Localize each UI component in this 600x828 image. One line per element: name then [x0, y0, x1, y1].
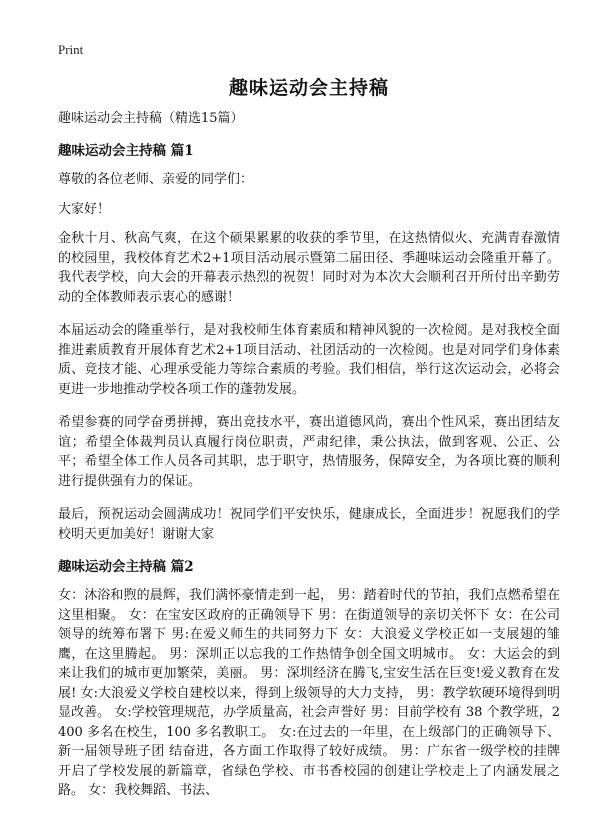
page-title: 趣味运动会主持稿 — [228, 77, 389, 99]
print-link[interactable]: Print — [58, 42, 84, 57]
paragraph: 女：沐浴和煦的晨辉，我们满怀豪情走到一起， 男：踏着时代的节拍，我们点燃希望在这里相聚。 女：在宝安区政府的正确领导下 男：在街道领导的亲切关怀下 女：在公司领导的统筹布署下 男:在爱义师生的共同努力下 女：大浪爱义学校正如一支展翅的雏鹰，在这里腾起。 男：深圳正以忘我的工作热情争创全国文明城市。 女：大运会的到来让我们的城市更加繁荣，美丽。 男：深圳经济在腾飞,宝安生活在巨变!爱义教育在发展! 女:大浪爱义学校自建校以来，得到上级领导的大力支持， 男：教学软硬环境得到明显改善。 女:学校管理规范，办学质量高，社会声誉好 男：目前学校有 38 个教学班，2400 多名在校生，100 多名教职工。 女:在过去的一年里，在上级部门的正确领导下、新一届领导班子团 结奋进，各方面工作取得了较好成绩。 男：广东省一级学校的挂牌开启了学校发展的新篇章，省绿色学校、市书香校园的创建让学校走上了内涵发展之路。 女：我校舞蹈、书法、 — [58, 588, 560, 798]
section-2 — [58, 558, 560, 801]
document-subtitle: 趣味运动会主持稿（精选15篇） — [58, 111, 244, 126]
section-1 — [58, 142, 560, 544]
section-heading: 趣味运动会主持稿 篇1 — [58, 143, 194, 159]
paragraph: 希望参赛的同学奋勇拼搏，赛出竞技水平，赛出道德风尚，赛出个性风采，赛出团结友谊；希望全体裁判员认真履行岗位职责，严肃纪律，秉公执法，做到客观、公正、公平；希望全体工作人员各司其职，忠于职守，热情服务，保障安全，为各项比赛的顺利进行提供强有力的保证。 — [58, 415, 560, 489]
paragraph: 本届运动会的隆重举行，是对我校师生体育素质和精神风貌的一次检阅。是对我校全面推进素质教育开展体育艺术2+1项目活动、社团活动的一次检阅。也是对同学们身体素质、竞技才能、心理承受能力等综合素质的考验。我们相信，举行这次运动会，必将会更进一步地推动学校各项工作的蓬勃发展。 — [58, 323, 560, 397]
section-heading: 趣味运动会主持稿 篇2 — [58, 559, 194, 575]
paragraph: 尊敬的各位老师、亲爱的同学们： — [58, 172, 254, 187]
paragraph: 最后，预祝运动会圆满成功！祝同学们平安快乐，健康成长，全面进步！祝愿我们的学校明天更加美好！谢谢大家 — [58, 507, 560, 542]
paragraph: 金秋十月、秋高气爽，在这个硕果累累的收获的季节里，在这热情似火、充满青春激情的校园里，我校体育艺术2+1项目活动展示暨第二届田径、季趣味运动会隆重开幕了。我代表学校，向大会的开幕表示热烈的祝贺！同时对为本次大会顺利召开所付出辛勤劳动的全体教师表示衷心的感谢！ — [58, 231, 560, 305]
paragraph: 大家好！ — [58, 201, 111, 217]
